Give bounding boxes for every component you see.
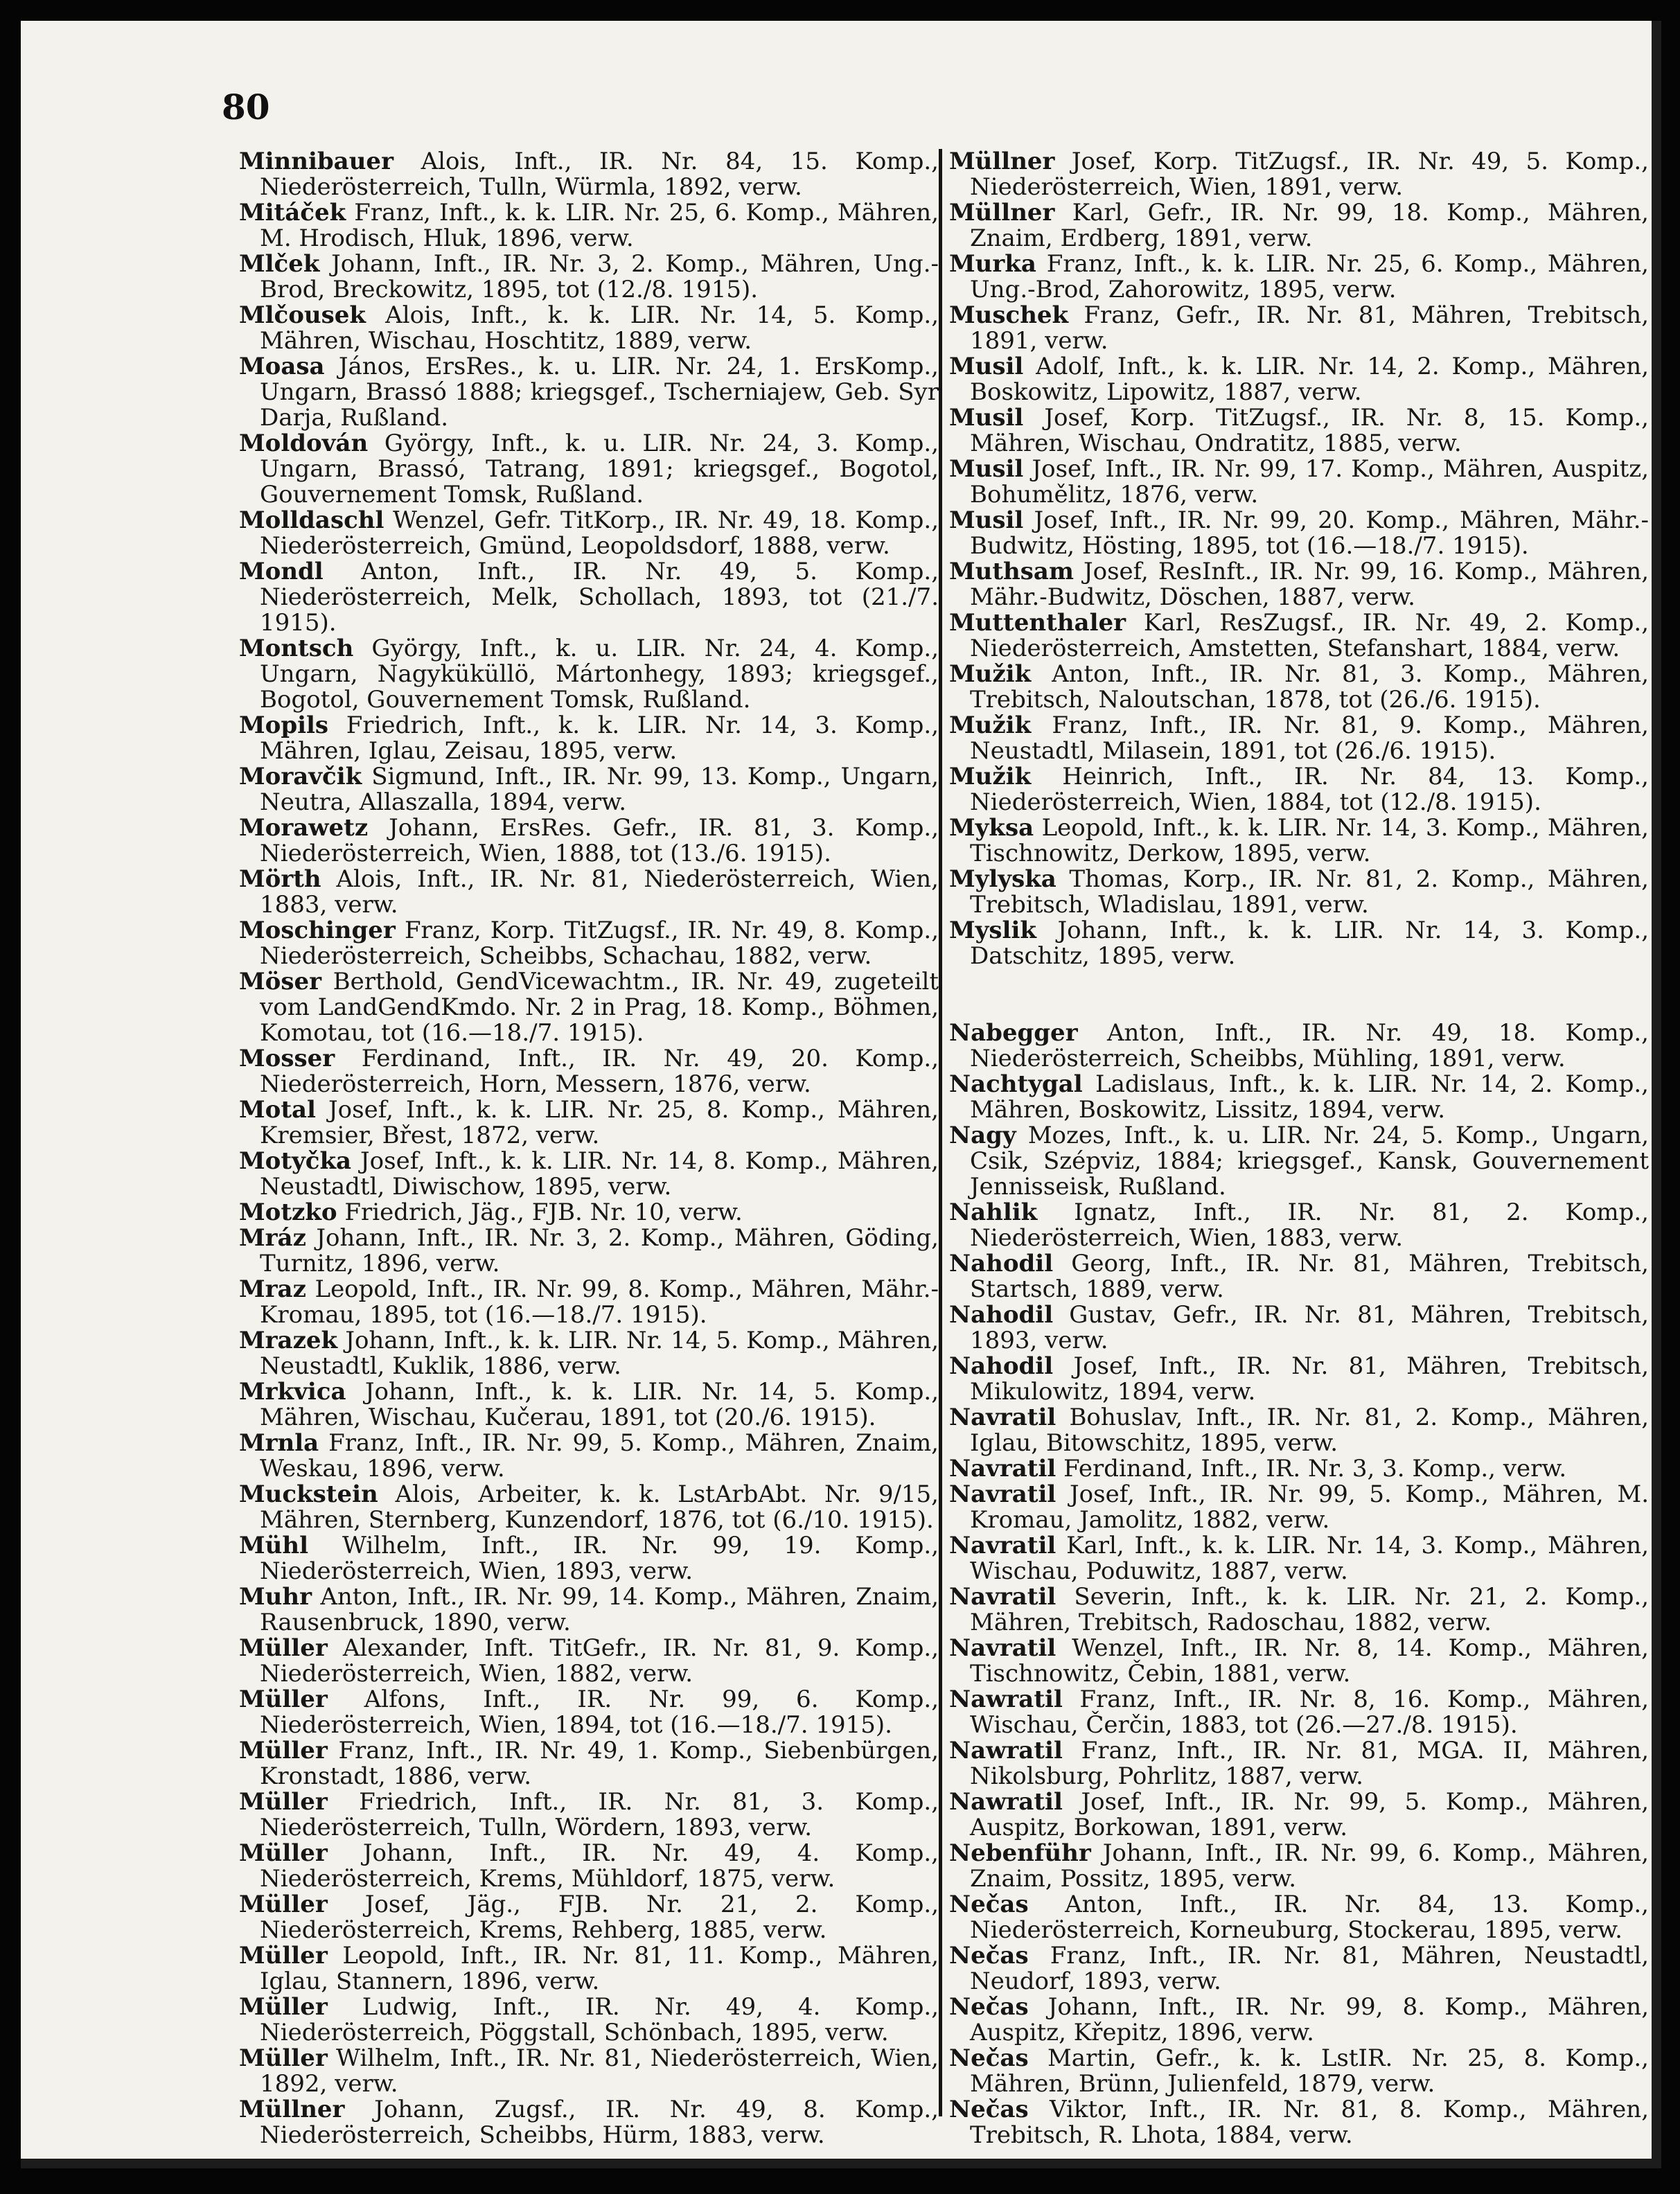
entry [949, 1533, 1649, 1584]
entry [239, 1097, 939, 1149]
entry-surname: Müller [239, 1788, 328, 1816]
entry [949, 1354, 1649, 1405]
entry-details: György, Inft., k. u. LIR. Nr. 24, 4. Komp., Ungarn, Nagyküküllö, Mártonhegy, 1893; kriegsgef., Bogotol, Gouvernement Tomsk, Rußland. [260, 635, 939, 714]
entry-details: Josef, Inft., IR. Nr. 81, Mähren, Trebitsch, Mikulowitz, 1894, verw. [970, 1352, 1649, 1406]
entry-details: Franz, Inft., IR. Nr. 81, 9. Komp., Mähren, Neustadtl, Milasein, 1891, tot (26./6. 1915). [970, 711, 1649, 765]
entry [949, 354, 1649, 405]
entry [949, 2046, 1649, 2097]
entry-details: Johann, Inft., IR. Nr. 99, 8. Komp., Mähren, Auspitz, Křepitz, 1896, verw. [970, 1993, 1650, 2046]
entry-details: Ferdinand, Inft., IR. Nr. 49, 20. Komp., Niederösterreich, Horn, Messern, 1876, verw. [260, 1045, 939, 1098]
entry [239, 149, 939, 200]
entry-surname: Mrazek [239, 1327, 338, 1354]
entry [239, 1687, 939, 1738]
entry-surname: Nawratil [949, 1788, 1063, 1816]
entry-details: Franz, Inft., k. k. LIR. Nr. 25, 6. Komp., Mähren, Ung.-Brod, Zahorowitz, 1895, verw. [970, 250, 1649, 303]
entry [949, 559, 1649, 610]
entry [239, 1200, 939, 1226]
entry [239, 2097, 939, 2148]
entry-surname: Mraz [239, 1275, 306, 1303]
entry-details: Johann, Inft., IR. Nr. 49, 4. Komp., Niederösterreich, Krems, Mühldorf, 1875, verw. [260, 1839, 939, 1893]
entry [239, 1738, 939, 1789]
entry [949, 303, 1649, 354]
entry-details: Georg, Inft., IR. Nr. 81, Mähren, Trebitsch, Startsch, 1889, verw. [970, 1250, 1649, 1303]
entry [949, 251, 1649, 303]
entry [239, 1994, 939, 2046]
entry-details: Josef, Korp. TitZugsf., IR. Nr. 49, 5. Komp., Niederösterreich, Wien, 1891, verw. [970, 148, 1649, 201]
entry [949, 1020, 1649, 1072]
entry-surname: Navratil [949, 1404, 1056, 1431]
entry-surname: Müller [239, 1634, 328, 1662]
entry-surname: Möser [239, 968, 321, 996]
entry-details: Ignatz, Inft., IR. Nr. 81, 2. Komp., Niederösterreich, Wien, 1883, verw. [970, 1198, 1649, 1252]
entry [239, 1482, 939, 1533]
entry-surname: Navratil [949, 1480, 1056, 1508]
entry-details: Josef, Inft., k. k. LIR. Nr. 14, 8. Komp., Mähren, Neustadtl, Diwischow, 1895, verw. [260, 1147, 939, 1201]
entry-surname: Moldován [239, 430, 369, 457]
entry-surname: Müllner [949, 148, 1055, 175]
entry-surname: Mörth [239, 865, 321, 893]
entry [949, 918, 1649, 969]
entry [239, 1584, 939, 1636]
entry-details: György, Inft., k. u. LIR. Nr. 24, 3. Komp., Ungarn, Brassó, Tatrang, 1891; kriegsgef., Bogotol, Gouvernement Tomsk, Rußland. [260, 430, 939, 508]
entry-surname: Nečas [949, 2044, 1029, 2072]
entry [239, 1379, 939, 1431]
entry-surname: Mužik [949, 660, 1032, 688]
entry-surname: Müller [239, 1993, 328, 2021]
entry-surname: Mráz [239, 1224, 306, 1252]
entry-surname: Müller [239, 1942, 328, 1970]
entry-surname: Nahodil [949, 1352, 1054, 1380]
entry-details: Severin, Inft., k. k. LIR. Nr. 21, 2. Komp., Mähren, Trebitsch, Radoschau, 1882, verw. [970, 1583, 1650, 1636]
entry [949, 1636, 1649, 1687]
entry-details: Bohuslav, Inft., IR. Nr. 81, 2. Komp., Mähren, Iglau, Bitowschitz, 1895, verw. [970, 1404, 1649, 1457]
entry-surname: Navratil [949, 1634, 1056, 1662]
entry-surname: Mosser [239, 1045, 335, 1072]
entry-details: Berthold, GendVicewachtm., IR. Nr. 49, zugeteilt vom LandGendKmdo. Nr. 2 in Prag, 18. Komp., Böhmen, Komotau, tot (16.—18./7. 1915). [260, 968, 939, 1047]
entry-details: Wenzel, Inft., IR. Nr. 8, 14. Komp., Mähren, Tischnowitz, Čebin, 1881, verw. [970, 1634, 1649, 1688]
entry [239, 303, 939, 354]
entry-surname: Minnibauer [239, 148, 394, 175]
entry-details: Alois, Arbeiter, k. k. LstArbAbt. Nr. 9/15, Mähren, Sternberg, Kunzendorf, 1876, tot (6./10. 1915). [260, 1480, 939, 1534]
entry [949, 1200, 1649, 1251]
entry-details: Wilhelm, Inft., IR. Nr. 81, Niederösterreich, Wien, 1892, verw. [260, 2044, 939, 2098]
entry-details: Alois, Inft., IR. Nr. 84, 15. Komp., Niederösterreich, Tulln, Würmla, 1892, verw. [260, 148, 939, 201]
entry-surname: Molldaschl [239, 506, 384, 534]
entry [949, 815, 1649, 867]
entry [239, 559, 939, 636]
entry-surname: Müller [239, 1891, 328, 1918]
entry [239, 431, 939, 508]
entry-details: Johann, Inft., IR. Nr. 3, 2. Komp., Mähren, Ung.-Brod, Breckowitz, 1895, tot (12./8. 1915). [260, 250, 939, 303]
entry-surname: Motzko [239, 1198, 337, 1226]
entry-surname: Müllner [949, 199, 1055, 227]
entry [949, 1123, 1649, 1200]
entry-details: Josef, Inft., k. k. LIR. Nr. 25, 8. Komp., Mähren, Kremsier, Břest, 1872, verw. [260, 1096, 939, 1149]
entry-details: Franz, Inft., IR. Nr. 81, MGA. II, Mähren, Nikolsburg, Pohrlitz, 1887, verw. [970, 1737, 1650, 1790]
entry-details: Josef, Inft., IR. Nr. 99, 5. Komp., Mähren, M. Kromau, Jamolitz, 1882, verw. [970, 1480, 1650, 1534]
entry-surname: Musil [949, 353, 1024, 380]
entry-details: Karl, ResZugsf., IR. Nr. 49, 2. Komp., Niederösterreich, Amstetten, Stefanshart, 1884, verw. [970, 609, 1649, 662]
right-column-n-entries [949, 1020, 1649, 2148]
entry-surname: Müllner [239, 2096, 345, 2123]
entry-details: Franz, Inft., IR. Nr. 49, 1. Komp., Siebenbürgen, Kronstadt, 1886, verw. [260, 1737, 939, 1790]
entry-details: Heinrich, Inft., IR. Nr. 84, 13. Komp., Niederösterreich, Wien, 1884, tot (12./8. 1915). [970, 763, 1649, 816]
entry-surname: Murka [949, 250, 1036, 278]
entry [239, 969, 939, 1046]
entry-surname: Motyčka [239, 1147, 352, 1175]
entry-details: Karl, Inft., k. k. LIR. Nr. 14, 3. Komp., Mähren, Wischau, Poduwitz, 1887, verw. [970, 1532, 1650, 1585]
entry [239, 815, 939, 867]
entry [949, 1789, 1649, 1841]
entry-surname: Musil [949, 404, 1024, 432]
entry [239, 1226, 939, 1277]
entry-details: Karl, Gefr., IR. Nr. 99, 18. Komp., Mähren, Znaim, Erdberg, 1891, verw. [970, 199, 1649, 252]
entry-surname: Nečas [949, 1891, 1029, 1918]
entry-details: Anton, Inft., IR. Nr. 81, 3. Komp., Mähren, Trebitsch, Naloutschan, 1878, tot (26./6. 1915). [970, 660, 1649, 714]
entry [949, 662, 1649, 713]
entry-details: Franz, Inft., IR. Nr. 99, 5. Komp., Mähren, Znaim, Weskau, 1896, verw. [260, 1429, 939, 1483]
entry-surname: Mrnla [239, 1429, 319, 1457]
entry [239, 1277, 939, 1328]
entry-details: Ferdinand, Inft., IR. Nr. 3, 3. Komp., verw. [1063, 1455, 1567, 1483]
entry [239, 200, 939, 251]
entry-surname: Myslik [949, 917, 1036, 944]
entry-details: Alfons, Inft., IR. Nr. 99, 6. Komp., Niederösterreich, Wien, 1894, tot (16.—18./7. 1915). [260, 1686, 939, 1739]
entry [949, 1943, 1649, 1994]
entry-surname: Mlčousek [239, 301, 366, 329]
right-column [949, 149, 1649, 2148]
entry-details: Franz, Inft., k. k. LIR. Nr. 25, 6. Komp., Mähren, M. Hrodisch, Hluk, 1896, verw. [260, 199, 939, 252]
right-column-m-entries [949, 149, 1649, 969]
entry-surname: Musil [949, 506, 1024, 534]
entry-surname: Nahlik [949, 1198, 1038, 1226]
entry [949, 1405, 1649, 1456]
entry [949, 867, 1649, 918]
entry-surname: Nebenführ [949, 1839, 1091, 1867]
entry [239, 508, 939, 559]
entry-details: Johann, Inft., k. k. LIR. Nr. 14, 5. Komp., Mähren, Neustadtl, Kuklik, 1886, verw. [260, 1327, 939, 1380]
entry-details: Josef, Inft., IR. Nr. 99, 5. Komp., Mähren, Auspitz, Borkowan, 1891, verw. [970, 1788, 1649, 1841]
entry-surname: Mlček [239, 250, 320, 278]
entry-details: Thomas, Korp., IR. Nr. 81, 2. Komp., Mähren, Trebitsch, Wladislau, 1891, verw. [970, 865, 1649, 919]
entry-surname: Musil [949, 455, 1024, 483]
entry-details: János, ErsRes., k. u. LIR. Nr. 24, 1. ErsKomp., Ungarn, Brassó 1888; kriegsgef., Tscherniajew, Geb. Syr Darja, Rußland. [260, 353, 939, 432]
entry [239, 1149, 939, 1200]
entry-surname: Moravčik [239, 763, 362, 790]
entry-details: Alexander, Inft. TitGefr., IR. Nr. 81, 9. Komp., Niederösterreich, Wien, 1882, verw. [260, 1634, 939, 1688]
entry-surname: Myksa [949, 814, 1034, 842]
entry [949, 1482, 1649, 1533]
entry-surname: Morawetz [239, 814, 369, 842]
entry-details: Johann, Zugsf., IR. Nr. 49, 8. Komp., Niederösterreich, Scheibbs, Hürm, 1883, verw. [260, 2096, 939, 2149]
entry-details: Anton, Inft., IR. Nr. 49, 18. Komp., Niederösterreich, Scheibbs, Mühling, 1891, verw. [970, 1019, 1649, 1072]
entry [949, 149, 1649, 200]
entry [949, 764, 1649, 815]
section-break [949, 969, 1649, 1020]
entry-details: Sigmund, Inft., IR. Nr. 99, 13. Komp., Ungarn, Neutra, Allaszalla, 1894, verw. [260, 763, 939, 816]
entry [949, 457, 1649, 508]
entry-details: Leopold, Inft., IR. Nr. 81, 11. Komp., Mähren, Iglau, Stannern, 1896, verw. [260, 1942, 939, 1995]
left-column [239, 149, 939, 2148]
entry [949, 1584, 1649, 1636]
entry-surname: Muthsam [949, 558, 1074, 585]
entry-surname: Muttenthaler [949, 609, 1126, 637]
entry-surname: Mitáček [239, 199, 346, 227]
entry-details: Alois, Inft., k. k. LIR. Nr. 14, 5. Komp., Mähren, Wischau, Hoschtitz, 1889, verw. [260, 301, 939, 355]
entry-surname: Mühl [239, 1532, 308, 1559]
entry-surname: Mopils [239, 711, 329, 739]
entry [239, 354, 939, 431]
entry [949, 2097, 1649, 2148]
entry [239, 1046, 939, 1097]
entry [239, 1789, 939, 1841]
entry-details: Josef, ResInft., IR. Nr. 99, 16. Komp., Mähren, Mähr.-Budwitz, Döschen, 1887, verw. [970, 558, 1649, 611]
column-divider [939, 149, 942, 2116]
entry-details: Ladislaus, Inft., k. k. LIR. Nr. 14, 2. Komp., Mähren, Boskowitz, Lissitz, 1894, verw. [970, 1070, 1649, 1124]
entry [239, 251, 939, 303]
entry-details: Franz, Inft., IR. Nr. 81, Mähren, Neustadtl, Neudorf, 1893, verw. [970, 1942, 1649, 1995]
entry [949, 1841, 1649, 1892]
entry [239, 1892, 939, 1943]
entry-details: Alois, Inft., IR. Nr. 81, Niederösterreich, Wien, 1883, verw. [260, 865, 939, 919]
entry-surname: Navratil [949, 1532, 1056, 1559]
entry-surname: Nagy [949, 1122, 1016, 1149]
entry [239, 764, 939, 815]
entry [949, 1456, 1649, 1482]
entry-surname: Mužik [949, 763, 1032, 790]
entry-surname: Mužik [949, 711, 1032, 739]
entry-surname: Navratil [949, 1455, 1056, 1483]
entry-surname: Nečas [949, 2096, 1029, 2123]
entry [949, 1251, 1649, 1302]
entry-details: Friedrich, Inft., IR. Nr. 81, 3. Komp., Niederösterreich, Tulln, Wördern, 1893, verw. [260, 1788, 939, 1841]
entry-details: Mozes, Inft., k. u. LIR. Nr. 24, 5. Komp., Ungarn, Csik, Szépviz, 1884; kriegsgef., Kansk, Gouvernement Jennisseisk, Rußland. [970, 1122, 1649, 1201]
entry-surname: Moschinger [239, 917, 396, 944]
entry [949, 1302, 1649, 1354]
entry-details: Johann, Inft., IR. Nr. 3, 2. Komp., Mähren, Göding, Turnitz, 1896, verw. [260, 1224, 939, 1277]
entry [949, 1738, 1649, 1789]
entry-surname: Muschek [949, 301, 1069, 329]
page [21, 21, 1661, 2168]
entry-surname: Müller [239, 1686, 328, 1713]
entry-surname: Muhr [239, 1583, 312, 1611]
entry-details: Martin, Gefr., k. k. LstIR. Nr. 25, 8. Komp., Mähren, Brünn, Julienfeld, 1879, verw. [970, 2044, 1649, 2098]
entry [949, 610, 1649, 662]
entry-surname: Nahodil [949, 1301, 1054, 1329]
entry [239, 1533, 939, 1584]
entry [949, 713, 1649, 764]
entry-details: Ludwig, Inft., IR. Nr. 49, 4. Komp., Niederösterreich, Pöggstall, Schönbach, 1895, verw. [260, 1993, 939, 2046]
entry-surname: Nawratil [949, 1686, 1063, 1713]
entry-details: Wenzel, Gefr. TitKorp., IR. Nr. 49, 18. Komp., Niederösterreich, Gmünd, Leopoldsdorf, 1888, verw. [260, 506, 939, 560]
entry [239, 867, 939, 918]
entry-details: Josef, Jäg., FJB. Nr. 21, 2. Komp., Niederösterreich, Krems, Rehberg, 1885, verw. [260, 1891, 939, 1944]
entry-surname: Nahodil [949, 1250, 1054, 1277]
entry-details: Johann, ErsRes. Gefr., IR. 81, 3. Komp., Niederösterreich, Wien, 1888, tot (13./6. 1915). [260, 814, 939, 867]
entry [239, 1328, 939, 1379]
entry-details: Leopold, Inft., IR. Nr. 99, 8. Komp., Mähren, Mähr.-Kromau, 1895, tot (16.—18./7. 1915). [260, 1275, 939, 1329]
entry-surname: Mondl [239, 558, 324, 585]
entry-details: Josef, Inft., IR. Nr. 99, 20. Komp., Mähren, Mähr.-Budwitz, Hösting, 1895, tot (16.—18./7. 1915). [970, 506, 1649, 560]
entry [239, 1943, 939, 1994]
entry-details: Johann, Inft., IR. Nr. 99, 6. Komp., Mähren, Znaim, Possitz, 1895, verw. [970, 1839, 1649, 1893]
entry-surname: Nečas [949, 1942, 1029, 1970]
entry [949, 1072, 1649, 1123]
entry-details: Anton, Inft., IR. Nr. 99, 14. Komp., Mähren, Znaim, Rausenbruck, 1890, verw. [260, 1583, 939, 1636]
entry-surname: Müller [239, 1737, 328, 1764]
entry-details: Leopold, Inft., k. k. LIR. Nr. 14, 3. Komp., Mähren, Tischnowitz, Derkow, 1895, verw. [970, 814, 1649, 867]
entry-surname: Montsch [239, 635, 354, 662]
entry-surname: Moasa [239, 353, 325, 380]
entry-details: Josef, Korp. TitZugsf., IR. Nr. 8, 15. Komp., Mähren, Wischau, Ondratitz, 1885, verw. [970, 404, 1649, 457]
entry-details: Friedrich, Jäg., FJB. Nr. 10, verw. [344, 1198, 743, 1226]
entry [949, 1994, 1649, 2046]
entry-surname: Mrkvica [239, 1378, 346, 1406]
entry [239, 713, 939, 764]
entry-details: Adolf, Inft., k. k. LIR. Nr. 14, 2. Komp., Mähren, Boskowitz, Lipowitz, 1887, verw. [970, 353, 1650, 406]
entry-details: Franz, Gefr., IR. Nr. 81, Mähren, Trebitsch, 1891, verw. [970, 301, 1650, 355]
entry-details: Johann, Inft., k. k. LIR. Nr. 14, 3. Komp., Datschitz, 1895, verw. [970, 917, 1649, 970]
entry-surname: Mylyska [949, 865, 1056, 893]
entry-surname: Nabegger [949, 1019, 1078, 1047]
entry-details: Anton, Inft., IR. Nr. 49, 5. Komp., Niederösterreich, Melk, Schollach, 1893, tot (21./7. 1915). [260, 558, 939, 637]
entry [239, 1841, 939, 1892]
entry-surname: Nachtygal [949, 1070, 1083, 1098]
entry-surname: Muckstein [239, 1480, 378, 1508]
entry-details: Johann, Inft., k. k. LIR. Nr. 14, 5. Komp., Mähren, Wischau, Kučerau, 1891, tot (20./6. 1915). [260, 1378, 939, 1431]
entry [239, 636, 939, 713]
entry [949, 1892, 1649, 1943]
entry-surname: Nawratil [949, 1737, 1063, 1764]
entry-surname: Nečas [949, 1993, 1029, 2021]
entry-surname: Navratil [949, 1583, 1056, 1611]
entry [239, 918, 939, 969]
entry-details: Friedrich, Inft., k. k. LIR. Nr. 14, 3. Komp., Mähren, Iglau, Zeisau, 1895, verw. [260, 711, 939, 765]
entry-details: Franz, Inft., IR. Nr. 8, 16. Komp., Mähren, Wischau, Čerčin, 1883, tot (26.—27./8. 1915). [970, 1686, 1650, 1739]
entry-details: Viktor, Inft., IR. Nr. 81, 8. Komp., Mähren, Trebitsch, R. Lhota, 1884, verw. [970, 2096, 1650, 2149]
entry-surname: Motal [239, 1096, 316, 1124]
entry-details: Anton, Inft., IR. Nr. 84, 13. Komp., Niederösterreich, Korneuburg, Stockerau, 1895, verw. [970, 1891, 1649, 1944]
entry-surname: Müller [239, 1839, 328, 1867]
entry [239, 1636, 939, 1687]
entry [949, 1687, 1649, 1738]
entry [239, 1431, 939, 1482]
entry [239, 2046, 939, 2097]
entry [949, 405, 1649, 457]
entry-details: Franz, Korp. TitZugsf., IR. Nr. 49, 8. Komp., Niederösterreich, Scheibbs, Schachau, 1882, verw. [260, 917, 939, 970]
entry-details: Josef, Inft., IR. Nr. 99, 17. Komp., Mähren, Auspitz, Bohumělitz, 1876, verw. [970, 455, 1650, 508]
entry-details: Gustav, Gefr., IR. Nr. 81, Mähren, Trebitsch, 1893, verw. [970, 1301, 1649, 1354]
page-number: 80 [222, 87, 270, 127]
entry [949, 200, 1649, 251]
entry-surname: Müller [239, 2044, 328, 2072]
entry-details: Wilhelm, Inft., IR. Nr. 99, 19. Komp., Niederösterreich, Wien, 1893, verw. [260, 1532, 939, 1585]
entry [949, 508, 1649, 559]
